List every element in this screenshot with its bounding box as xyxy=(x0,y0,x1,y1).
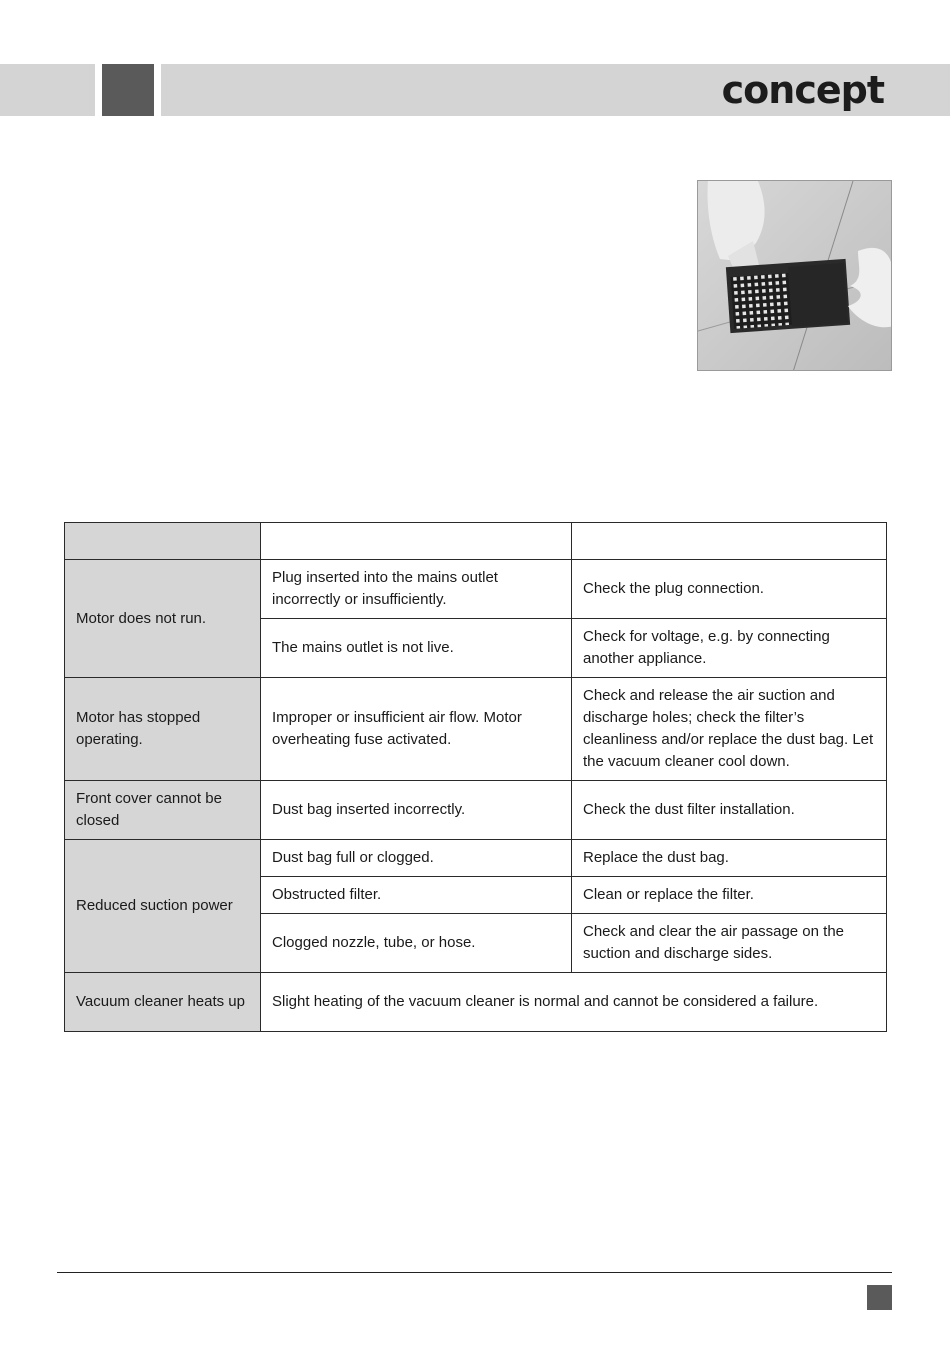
problem-cell: Motor does not run. xyxy=(65,560,261,678)
filter-photo-image xyxy=(698,181,892,371)
cause-cell: Dust bag full or clogged. xyxy=(261,840,572,877)
brand-logo: concept xyxy=(721,68,884,112)
cause-cell: Clogged nozzle, tube, or hose. xyxy=(261,914,572,973)
solution-cell: Check the plug connection. xyxy=(572,560,887,619)
table-row xyxy=(65,781,887,840)
problem-cell: Front cover cannot be closed xyxy=(65,781,261,840)
table-row xyxy=(65,560,887,619)
cause-cell: Plug inserted into the mains outlet incorrectly or insufficiently. xyxy=(261,560,572,619)
solution-cell: Clean or replace the filter. xyxy=(572,877,887,914)
table-row xyxy=(65,973,887,1032)
troubleshooting-table xyxy=(64,522,887,1032)
table-row xyxy=(65,678,887,781)
cause-cell: Improper or insufficient air flow. Motor overheating fuse activated. xyxy=(261,678,572,781)
header-cell-problem xyxy=(65,523,261,560)
header-bar-left xyxy=(0,64,95,116)
solution-cell: Check the dust filter installation. xyxy=(572,781,887,840)
solution-cell: Check and release the air suction and discharge holes; check the filter’s cleanliness and/or replace the dust bag. Let the vacuum cleaner cool down. xyxy=(572,678,887,781)
footer-divider xyxy=(57,1272,892,1273)
page-number-marker xyxy=(867,1285,892,1310)
cause-cell: Dust bag inserted incorrectly. xyxy=(261,781,572,840)
table-header-row xyxy=(65,523,887,560)
solution-cell: Check and clear the air passage on the suction and discharge sides. xyxy=(572,914,887,973)
solution-cell: Replace the dust bag. xyxy=(572,840,887,877)
problem-cell: Reduced suction power xyxy=(65,840,261,973)
cause-cell: Obstructed filter. xyxy=(261,877,572,914)
table-row xyxy=(65,840,887,877)
header-cell-solution xyxy=(572,523,887,560)
solution-cell: Check for voltage, e.g. by connecting another appliance. xyxy=(572,619,887,678)
problem-cell: Vacuum cleaner heats up xyxy=(65,973,261,1032)
header-section-marker xyxy=(102,64,154,116)
merged-note-cell: Slight heating of the vacuum cleaner is normal and cannot be considered a failure. xyxy=(261,973,887,1032)
header-cell-cause xyxy=(261,523,572,560)
cause-cell: The mains outlet is not live. xyxy=(261,619,572,678)
problem-cell: Motor has stopped operating. xyxy=(65,678,261,781)
filter-photo xyxy=(697,180,892,371)
